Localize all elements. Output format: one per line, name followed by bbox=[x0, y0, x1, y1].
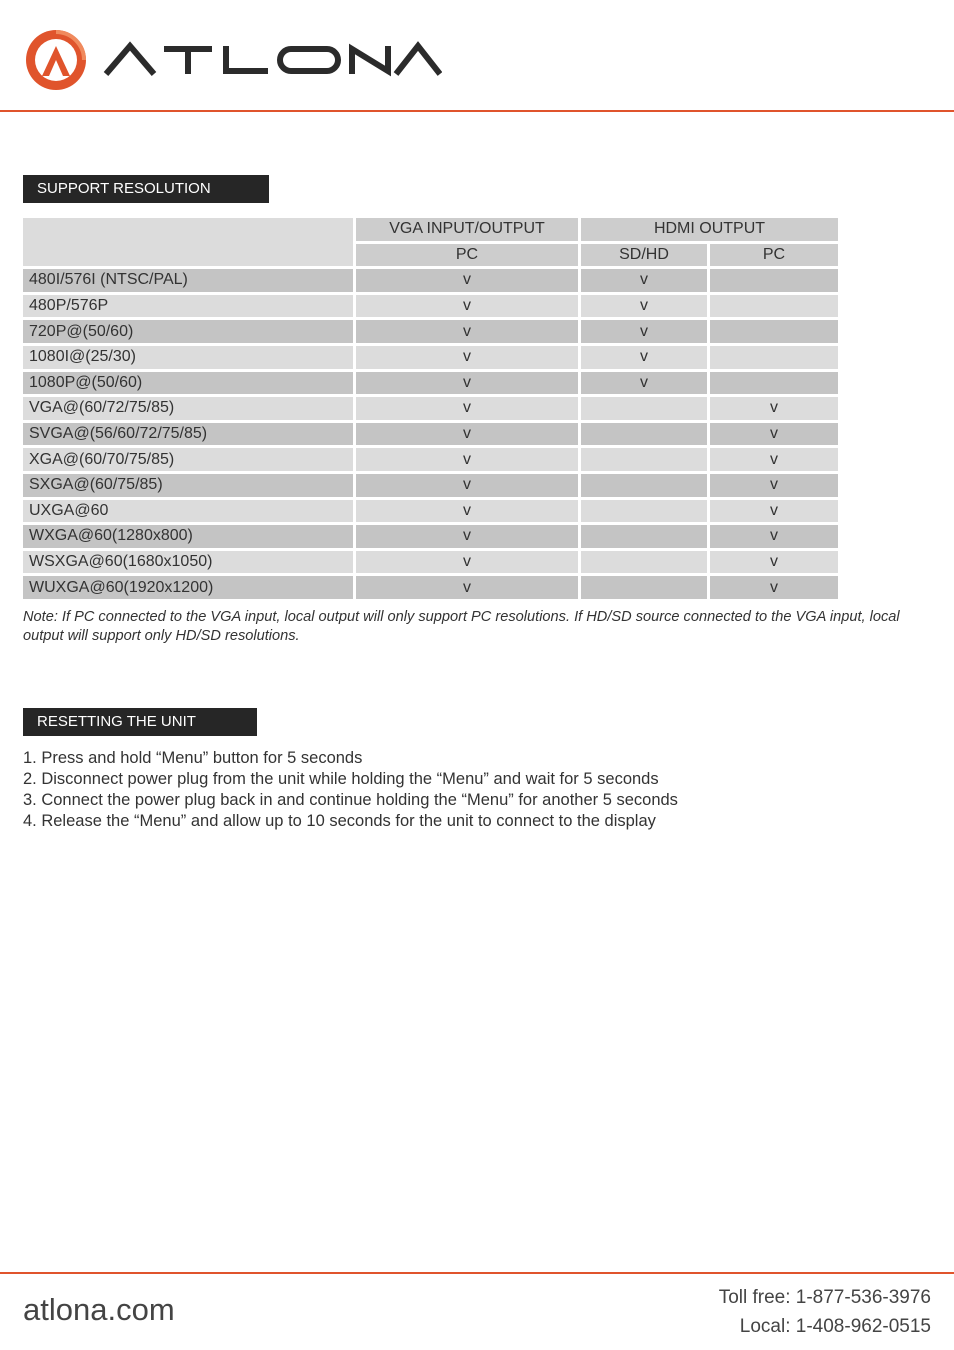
vga-pc-cell: v bbox=[356, 346, 578, 369]
hdmi-sdhd-cell bbox=[581, 397, 707, 420]
header-vga: VGA INPUT/OUTPUT bbox=[356, 218, 578, 241]
resolution-label: 480P/576P bbox=[23, 295, 353, 318]
table-row bbox=[23, 423, 838, 446]
subheader-vga-pc: PC bbox=[356, 244, 578, 267]
table-row bbox=[23, 525, 838, 548]
resolution-label: SXGA@(60/75/85) bbox=[23, 474, 353, 497]
hdmi-pc-cell: v bbox=[710, 397, 838, 420]
local-number: Local: 1-408-962-0515 bbox=[739, 1315, 931, 1337]
toll-free-number: Toll free: 1-877-536-3976 bbox=[718, 1287, 931, 1308]
table-row bbox=[23, 448, 838, 471]
hdmi-pc-cell bbox=[710, 295, 838, 318]
vga-pc-cell: v bbox=[356, 295, 578, 318]
table-row bbox=[23, 320, 838, 343]
resolution-label: SVGA@(56/60/72/75/85) bbox=[23, 423, 353, 446]
resolution-label: WSXGA@60(1680x1050) bbox=[23, 551, 353, 574]
vga-pc-cell: v bbox=[356, 372, 578, 395]
vga-pc-cell: v bbox=[356, 525, 578, 548]
vga-pc-cell: v bbox=[356, 474, 578, 497]
resolution-label: 1080I@(25/30) bbox=[23, 346, 353, 369]
hdmi-sdhd-cell: v bbox=[581, 320, 707, 343]
vga-pc-cell: v bbox=[356, 423, 578, 446]
resolution-label: XGA@(60/70/75/85) bbox=[23, 448, 353, 471]
reset-steps bbox=[23, 748, 678, 832]
header-hdmi: HDMI OUTPUT bbox=[581, 218, 838, 241]
subheader-hdmi-pc: PC bbox=[710, 244, 838, 267]
hdmi-pc-cell: v bbox=[710, 525, 838, 548]
table-row bbox=[23, 397, 838, 420]
hdmi-pc-cell: v bbox=[710, 474, 838, 497]
hdmi-sdhd-cell: v bbox=[581, 295, 707, 318]
table-row bbox=[23, 551, 838, 574]
hdmi-pc-cell bbox=[710, 372, 838, 395]
hdmi-pc-cell bbox=[710, 320, 838, 343]
vga-pc-cell: v bbox=[356, 320, 578, 343]
website-link[interactable]: atlona.com bbox=[23, 1292, 175, 1327]
table-row bbox=[23, 576, 838, 599]
table-row bbox=[23, 372, 838, 395]
hdmi-sdhd-cell bbox=[581, 525, 707, 548]
hdmi-sdhd-cell bbox=[581, 423, 707, 446]
resolution-label: UXGA@60 bbox=[23, 500, 353, 523]
contact-info bbox=[719, 1284, 931, 1341]
hdmi-pc-cell: v bbox=[710, 448, 838, 471]
resolution-note: Note: If PC connected to the VGA input, local output will only support PC resolutions. If HD/SD source connected to the VGA input, local output will support only HD/SD resolutions. bbox=[23, 609, 900, 644]
resolution-label: VGA@(60/72/75/85) bbox=[23, 397, 353, 420]
section-support-resolution: SUPPORT RESOLUTION bbox=[23, 175, 269, 203]
table-row bbox=[23, 346, 838, 369]
table-row bbox=[23, 295, 838, 318]
step-item: 1. Press and hold “Menu” button for 5 seconds bbox=[23, 749, 363, 767]
vga-pc-cell: v bbox=[356, 448, 578, 471]
vga-pc-cell: v bbox=[356, 500, 578, 523]
hdmi-sdhd-cell bbox=[581, 576, 707, 599]
hdmi-pc-cell bbox=[710, 346, 838, 369]
hdmi-sdhd-cell: v bbox=[581, 269, 707, 292]
vga-pc-cell: v bbox=[356, 576, 578, 599]
hdmi-sdhd-cell bbox=[581, 474, 707, 497]
hdmi-sdhd-cell bbox=[581, 448, 707, 471]
table-row bbox=[23, 500, 838, 523]
hdmi-pc-cell: v bbox=[710, 576, 838, 599]
hdmi-sdhd-cell bbox=[581, 551, 707, 574]
hdmi-pc-cell: v bbox=[710, 423, 838, 446]
vga-pc-cell: v bbox=[356, 397, 578, 420]
resolution-label: WUXGA@60(1920x1200) bbox=[23, 576, 353, 599]
subheader-hdmi-sdhd: SD/HD bbox=[581, 244, 707, 267]
hdmi-sdhd-cell: v bbox=[581, 346, 707, 369]
table-row bbox=[23, 474, 838, 497]
section-resetting: RESETTING THE UNIT bbox=[23, 708, 257, 736]
footer-rule bbox=[0, 1272, 954, 1274]
vga-pc-cell: v bbox=[356, 551, 578, 574]
resolution-label: 1080P@(50/60) bbox=[23, 372, 353, 395]
table-row bbox=[23, 269, 838, 292]
hdmi-sdhd-cell: v bbox=[581, 372, 707, 395]
step-item: 4. Release the “Menu” and allow up to 10 seconds for the unit to connect to the display bbox=[23, 812, 656, 830]
vga-pc-cell: v bbox=[356, 269, 578, 292]
step-item: 3. Connect the power plug back in and continue holding the “Menu” for another 5 seconds bbox=[23, 791, 678, 809]
hdmi-pc-cell: v bbox=[710, 500, 838, 523]
resolution-label: 480I/576I (NTSC/PAL) bbox=[23, 269, 353, 292]
resolution-label: WXGA@60(1280x800) bbox=[23, 525, 353, 548]
header-rule bbox=[0, 110, 954, 112]
resolution-label: 720P@(50/60) bbox=[23, 320, 353, 343]
table-corner bbox=[23, 218, 353, 266]
hdmi-pc-cell: v bbox=[710, 551, 838, 574]
step-item: 2. Disconnect power plug from the unit while holding the “Menu” and wait for 5 seconds bbox=[23, 770, 659, 788]
atlona-logo bbox=[22, 24, 442, 96]
hdmi-sdhd-cell bbox=[581, 500, 707, 523]
resolution-table bbox=[20, 215, 841, 602]
hdmi-pc-cell bbox=[710, 269, 838, 292]
